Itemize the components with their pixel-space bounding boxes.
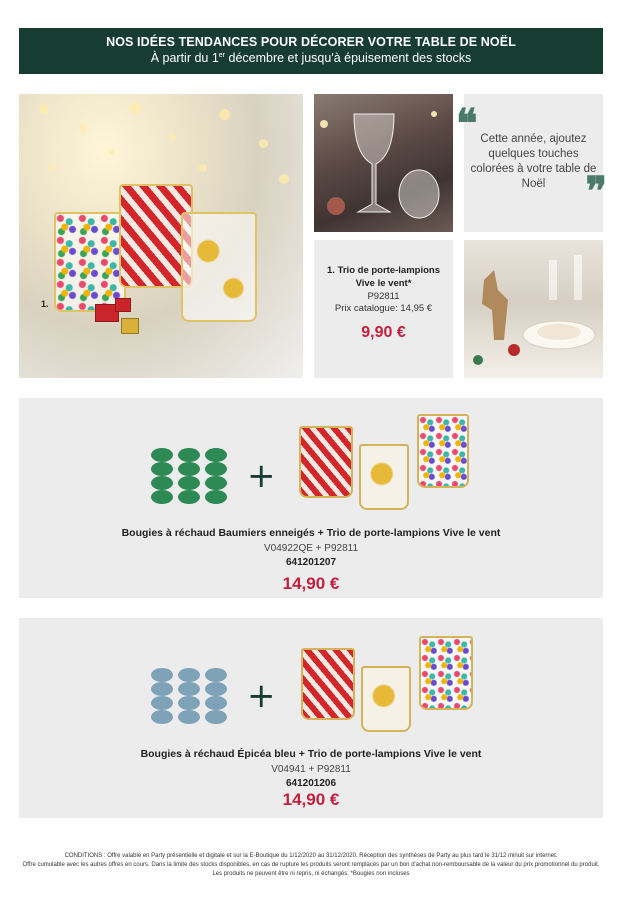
plus-icon: +: [247, 676, 276, 716]
glass-red-stripes: [301, 648, 355, 720]
glass-gold-stars: [181, 212, 257, 322]
bundle-refs: V04941 + P92811: [271, 764, 351, 775]
header-banner: [19, 28, 603, 74]
open-quote-icon: ❝: [456, 100, 478, 147]
glass-confetti: [54, 212, 126, 312]
bundle-offer-2: [19, 618, 603, 818]
bundle-refs: V04922QE + P92811: [263, 543, 359, 554]
tealights-green: [151, 448, 231, 504]
banner-subtitle: À partir du 1er décembre et jusqu'à épuisement des stocks: [150, 51, 472, 65]
plus-icon: +: [247, 456, 276, 496]
gift-red-small: [115, 298, 131, 312]
bundle-code: 641201206: [285, 778, 337, 789]
product-card: [314, 240, 453, 378]
conditions-line-2: Offre cumulable avec les autres offres en cours. Dans la limite des stocks disponibles, en cas de rupture les produits seront remplacés par un bon d'achat non-remboursable de la valeur du prix promotionnel du produit.: [22, 862, 600, 868]
tealights-blue: [151, 668, 231, 724]
banner-title: NOS IDÉES TENDANCES POUR DÉCORER VOTRE TABLE DE NOËL: [106, 35, 516, 49]
glass-confetti: [419, 636, 473, 710]
glass-red-stripes: [299, 426, 353, 498]
bundle-price: 14,90 €: [282, 790, 340, 809]
close-quote-icon: ❞: [585, 168, 607, 215]
product-price: 9,90 €: [361, 324, 406, 341]
bundle-title: Bougies à réchaud Épicéa bleu + Trio de porte-lampions Vive le vent: [140, 748, 482, 760]
glass-confetti: [417, 414, 469, 488]
wine-glasses-photo: [314, 94, 453, 232]
product-ref: P92811: [367, 291, 400, 302]
bundle-title: Bougies à réchaud Baumiers enneigés + Trio de porte-lampions Vive le vent: [121, 527, 501, 539]
conditions-text: [19, 852, 603, 879]
gift-gold: [121, 318, 139, 334]
hero-number-label: 1.: [41, 299, 49, 309]
conditions-line-1: CONDITIONS : Offre valable en Party présentielle et digitale et sur la E-Boutique du 1/12/2020 au 31/12/2020. Réception des synthèses de Party au plus tard le 31/12 minuit sur internet.: [64, 853, 558, 859]
bundle-code: 641201207: [285, 557, 337, 568]
glass-gold-stars: [359, 444, 409, 510]
glass-gold-stars: [361, 666, 411, 732]
quote-box: [456, 94, 607, 232]
product-catalog-price: Prix catalogue: 14,95 €: [334, 303, 433, 314]
quote-text: Cette année, ajoutez quelques touches colorées à votre table de Noël: [470, 133, 597, 190]
bundle-price: 14,90 €: [282, 574, 340, 593]
table-setting-photo: [464, 240, 603, 378]
conditions-line-3: Les produits ne peuvent être ni repris, ni échangés. *Bougies non incluses: [212, 871, 410, 877]
product-name: 1. Trio de porte-lampions Vive le vent*: [327, 265, 440, 289]
bundle-offer-1: [19, 398, 603, 598]
hero-product-photo: [19, 94, 303, 378]
